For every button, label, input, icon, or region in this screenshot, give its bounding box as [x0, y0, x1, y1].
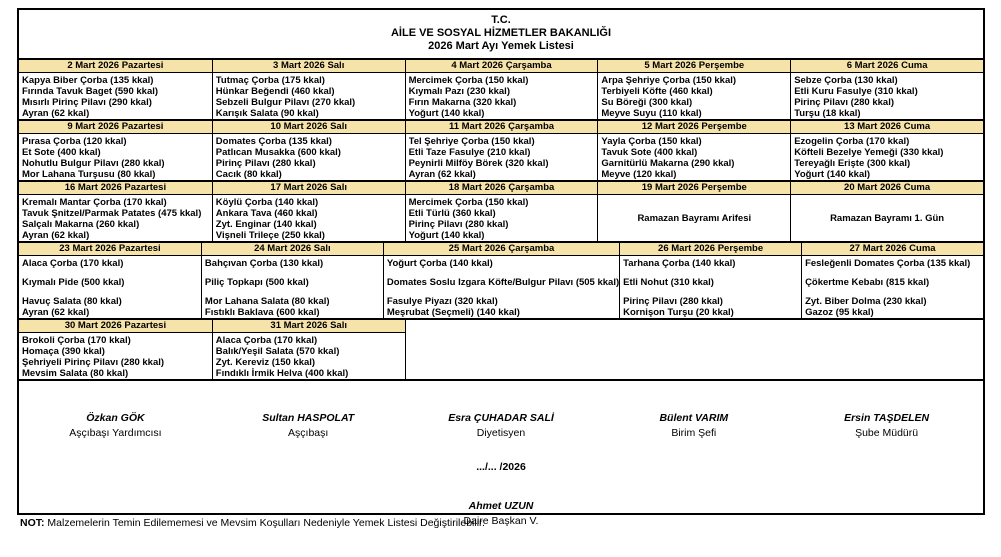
- day-header: 12 Mart 2026 Perşembe: [597, 121, 790, 134]
- menu-item: Havuç Salata (80 kkal): [22, 296, 122, 307]
- footnote: [20, 517, 485, 529]
- menu-item: Domates Soslu Izgara Köfte/Bulgur Pilavı (505 kkal): [386, 277, 620, 288]
- day-header: 9 Mart 2026 Pazartesi: [19, 121, 212, 134]
- signature-block: [19, 411, 212, 441]
- menu-item: Bahçıvan Çorba (130 kkal): [204, 258, 324, 269]
- signer-title: Aşçıbaşı: [288, 427, 329, 439]
- title-tc: T.C.: [491, 14, 511, 26]
- menu-item: Ayran (62 kkal): [408, 169, 476, 180]
- day-header: 13 Mart 2026 Cuma: [790, 121, 983, 134]
- menu-item: Garnitürlü Makarna (290 kkal): [601, 158, 735, 169]
- day-menu-cell: [801, 256, 983, 318]
- day-header: 26 Mart 2026 Perşembe: [619, 243, 801, 256]
- menu-item: Etli Nohut (310 kkal): [623, 277, 714, 288]
- day-menu-cell: [597, 134, 790, 180]
- signer-title: Diyetisyen: [476, 427, 526, 439]
- menu-item: Mısırlı Pirinç Pilavı (290 kkal): [22, 97, 152, 108]
- menu-item: Sebzeli Bulgur Pilavı (270 kkal): [215, 97, 356, 108]
- day-menu-cell: [19, 134, 212, 180]
- signature-block: [597, 411, 790, 441]
- approval-date: .../... /2026: [476, 461, 526, 473]
- empty-cell: [405, 320, 983, 379]
- menu-item: Ezogelin Çorba (170 kkal): [794, 136, 910, 147]
- document-header: [19, 10, 983, 58]
- day-menu-cell: [597, 73, 790, 119]
- menu-item: Cacık (80 kkal): [215, 169, 282, 180]
- day-menu-cell: [790, 73, 983, 119]
- signature-block: [790, 411, 983, 441]
- signer-title: Birim Şefi: [671, 427, 717, 439]
- menu-item: Ayran (62 kkal): [22, 108, 90, 119]
- day-menu-cell: [405, 73, 598, 119]
- menu-item: Tavuk Şnitzel/Parmak Patates (475 kkal): [22, 208, 202, 219]
- menu-item: Karışık Salata (90 kkal): [215, 108, 319, 119]
- day-menu-cell: [619, 256, 801, 318]
- menu-item: Fırın Makarna (320 kkal): [408, 97, 517, 108]
- menu-item: Mor Lahana Salata (80 kkal): [204, 296, 330, 307]
- day-menu-cell: Ramazan Bayramı 1. Gün: [790, 195, 983, 241]
- menu-item: Fırında Tavuk Baget (590 kkal): [22, 86, 159, 97]
- menu-item: Köfteli Bezelye Yemeği (330 kkal): [794, 147, 944, 158]
- signer-name: Özkan GÖK: [86, 412, 145, 424]
- signer-name: Sultan HASPOLAT: [262, 412, 355, 424]
- menu-item: Yayla Çorba (150 kkal): [601, 136, 702, 147]
- menu-item: Piliç Topkapı (500 kkal): [204, 277, 309, 288]
- menu-item: Tereyağlı Erişte (300 kkal): [794, 158, 911, 169]
- day-menu-cell: [212, 73, 405, 119]
- menu-item: Nohutlu Bulgur Pilavı (280 kkal): [22, 158, 165, 169]
- day-header: 6 Mart 2026 Cuma: [790, 60, 983, 73]
- footnote-text: Malzemelerin Temin Edilememesi ve Mevsim Koşulları Nedeniyle Yemek Listesi Değiştirilebilir.: [44, 517, 485, 529]
- menu-item: Fesleğenli Domates Çorba (135 kkal): [805, 258, 971, 269]
- menu-item: Yoğurt (140 kkal): [408, 230, 485, 241]
- day-header: 25 Mart 2026 Çarşamba: [383, 243, 619, 256]
- menu-item: Mor Lahana Turşusu (80 kkal): [22, 169, 156, 180]
- menu-item: Kornişon Turşu (20 kkal): [623, 307, 734, 318]
- day-menu-cell: [201, 256, 383, 318]
- signer-name: Bülent VARIM: [659, 412, 729, 424]
- menu-item: Yoğurt (140 kkal): [794, 169, 871, 180]
- day-menu-cell: [212, 134, 405, 180]
- day-header: 4 Mart 2026 Çarşamba: [405, 60, 598, 73]
- menu-item: Ankara Tava (460 kkal): [215, 208, 318, 219]
- signer-title: Aşçıbaşı Yardımcısı: [69, 427, 162, 439]
- menu-item: Arpa Şehriye Çorba (150 kkal): [601, 75, 737, 86]
- approver-title: Daire Başkan V.: [463, 515, 539, 527]
- day-header: 16 Mart 2026 Pazartesi: [19, 182, 212, 195]
- menu-item: Alaca Çorba (170 kkal): [22, 258, 124, 269]
- day-header: 27 Mart 2026 Cuma: [801, 243, 983, 256]
- footnote-label: NOT:: [20, 517, 45, 529]
- signer-title: Şube Müdürü: [855, 427, 919, 439]
- menu-item: Kapya Biber Çorba (135 kkal): [22, 75, 154, 86]
- day-header: 31 Mart 2026 Salı: [212, 320, 405, 333]
- menu-item: Tarhana Çorba (140 kkal): [623, 258, 736, 269]
- menu-item: Zyt. Enginar (140 kkal): [215, 219, 317, 230]
- day-header: 23 Mart 2026 Pazartesi: [19, 243, 201, 256]
- menu-item: Turşu (18 kkal): [794, 108, 861, 119]
- day-menu-cell: [405, 195, 598, 241]
- menu-item: Hünkar Beğendi (460 kkal): [215, 86, 335, 97]
- menu-item: Et Sote (400 kkal): [22, 147, 101, 158]
- menu-item: Kıymalı Pide (500 kkal): [22, 277, 125, 288]
- menu-item: Patlıcan Musakka (600 kkal): [215, 147, 341, 158]
- menu-item: Gazoz (95 kkal): [805, 307, 874, 318]
- menu-table: [19, 58, 983, 379]
- menu-item: Mevsim Salata (80 kkal): [22, 368, 129, 379]
- day-header: 19 Mart 2026 Perşembe: [597, 182, 790, 195]
- day-header: 2 Mart 2026 Pazartesi: [19, 60, 212, 73]
- menu-item: Vişneli Trileçe (250 kkal): [215, 230, 325, 241]
- menu-item: Mercimek Çorba (150 kkal): [408, 75, 529, 86]
- day-menu-cell: [19, 195, 212, 241]
- day-header: 10 Mart 2026 Salı: [212, 121, 405, 134]
- signer-name: Ersin TAŞDELEN: [844, 412, 930, 424]
- menu-item: Yoğurt (140 kkal): [408, 108, 485, 119]
- menu-item: Pirinç Pilavı (280 kkal): [623, 296, 723, 307]
- title-subtitle: 2026 Mart Ayı Yemek Listesi: [428, 40, 574, 52]
- menu-item: Domates Çorba (135 kkal): [215, 136, 332, 147]
- menu-item: Meyve (120 kkal): [601, 169, 677, 180]
- menu-item: Fasulye Piyazı (320 kkal): [386, 296, 498, 307]
- signature-block: [212, 411, 405, 441]
- menu-item: Brokoli Çorba (170 kkal): [22, 335, 131, 346]
- menu-item: Homaça (390 kkal): [22, 346, 105, 357]
- menu-item: Sebze Çorba (130 kkal): [794, 75, 898, 86]
- title-ministry: AİLE VE SOSYAL HİZMETLER BAKANLIĞI: [390, 27, 612, 39]
- menu-item: Ayran (62 kkal): [22, 230, 90, 241]
- menu-item: Kıymalı Pazı (230 kkal): [408, 86, 510, 97]
- day-header: 18 Mart 2026 Çarşamba: [405, 182, 598, 195]
- menu-item: Alaca Çorba (170 kkal): [215, 335, 318, 346]
- menu-item: Balık/Yeşil Salata (570 kkal): [215, 346, 340, 357]
- week-row: [19, 241, 983, 318]
- approver-name: Ahmet UZUN: [468, 500, 534, 512]
- signature-section: [19, 379, 983, 538]
- signer-name: Esra ÇUHADAR SALİ: [448, 412, 554, 424]
- day-menu-cell: [19, 73, 212, 119]
- menu-item: Zyt. Biber Dolma (230 kkal): [805, 296, 927, 307]
- menu-item: Pirinç Pilavı (280 kkal): [408, 219, 509, 230]
- menu-item: Tavuk Sote (400 kkal): [601, 147, 698, 158]
- week-row: [19, 58, 983, 119]
- menu-item: Meşrubat (Seçmeli) (140 kkal): [386, 307, 520, 318]
- menu-item: Etli Türlü (360 kkal): [408, 208, 496, 219]
- menu-item: Şehriyeli Pirinç Pilavı (280 kkal): [22, 357, 165, 368]
- day-header: 17 Mart 2026 Salı: [212, 182, 405, 195]
- menu-item: Meyve Suyu (110 kkal): [601, 108, 702, 119]
- day-menu-cell: [212, 195, 405, 241]
- menu-item: Etli Kuru Fasulye (310 kkal): [794, 86, 918, 97]
- menu-item: Salçalı Makarna (260 kkal): [22, 219, 140, 230]
- day-header: 30 Mart 2026 Pazartesi: [19, 320, 212, 333]
- day-menu-cell: Ramazan Bayramı Arifesi: [597, 195, 790, 241]
- signature-row: [19, 411, 983, 441]
- day-menu-cell: [19, 256, 201, 318]
- menu-item: Su Böreği (300 kkal): [601, 97, 693, 108]
- menu-item: Kremalı Mantar Çorba (170 kkal): [22, 197, 167, 208]
- day-menu-cell: [212, 333, 405, 379]
- menu-item: Pirinç Pilavı (280 kkal): [215, 158, 316, 169]
- menu-item: Fındıklı İrmik Helva (400 kkal): [215, 368, 349, 379]
- day-menu-cell: [790, 134, 983, 180]
- day-header: 20 Mart 2026 Cuma: [790, 182, 983, 195]
- menu-item: Zyt. Kereviz (150 kkal): [215, 357, 316, 368]
- day-menu-cell: [405, 134, 598, 180]
- day-menu-cell: [383, 256, 619, 318]
- day-header: 24 Mart 2026 Salı: [201, 243, 383, 256]
- menu-item: Fıstıklı Baklava (600 kkal): [204, 307, 320, 318]
- menu-item: Ayran (62 kkal): [22, 307, 90, 318]
- menu-item: Tel Şehriye Çorba (150 kkal): [408, 136, 535, 147]
- menu-item: Köylü Çorba (140 kkal): [215, 197, 319, 208]
- menu-item: Pırasa Çorba (120 kkal): [22, 136, 127, 147]
- menu-item: Terbiyeli Köfte (460 kkal): [601, 86, 713, 97]
- menu-item: Peynirli Milföy Börek (320 kkal): [408, 158, 549, 169]
- day-header: 5 Mart 2026 Perşembe: [597, 60, 790, 73]
- day-header: 3 Mart 2026 Salı: [212, 60, 405, 73]
- menu-item: Tutmaç Çorba (175 kkal): [215, 75, 325, 86]
- menu-item: Pirinç Pilavı (280 kkal): [794, 97, 894, 108]
- week-row: [19, 318, 983, 379]
- menu-item: Mercimek Çorba (150 kkal): [408, 197, 529, 208]
- week-row: [19, 180, 983, 241]
- day-header: 11 Mart 2026 Çarşamba: [405, 121, 598, 134]
- menu-item: Çökertme Kebabı (815 kkal): [805, 277, 930, 288]
- menu-item: Yoğurt Çorba (140 kkal): [386, 258, 493, 269]
- day-menu-cell: [19, 333, 212, 379]
- week-row: [19, 119, 983, 180]
- signature-block: [405, 411, 598, 441]
- menu-item: Etli Taze Fasulye (210 kkal): [408, 147, 531, 158]
